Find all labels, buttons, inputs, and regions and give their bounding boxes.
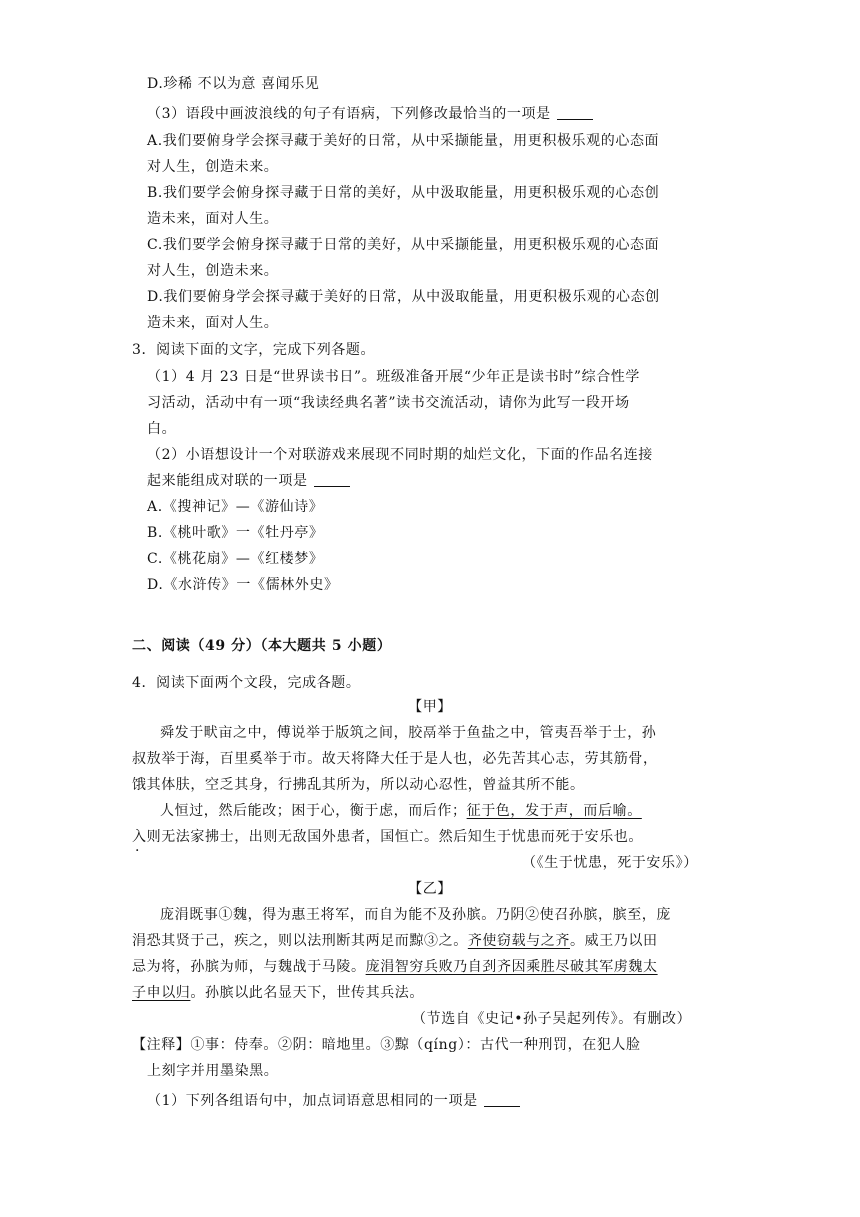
passage-yi-line1: 庞涓既事①魏，得为惠王将军，而自为能不及孙膑。乃阴②使召孙膑，膑至，庞 bbox=[160, 907, 671, 923]
q3-option-c: C.《桃花扇》—《红楼梦》 bbox=[147, 551, 324, 567]
q3-sub1-line3: 白。 bbox=[147, 421, 177, 437]
q4-stem: 4．阅读下面两个文段，完成各题。 bbox=[132, 675, 361, 691]
q2-sub3-option-d-line1: D.我们要俯身学会探寻藏于美好的日常，从中汲取能量，用更积极乐观的心态创 bbox=[147, 289, 660, 305]
passage-yi-line2: 涓恐其贤于己，疾之，则以法刑断其两足而黥③之。齐使窃载与之齐。威王乃以田 bbox=[132, 933, 658, 949]
passage-yi-line4: 子申以归。孙膑以此名显天下，世传其兵法。 bbox=[132, 985, 425, 1001]
passage-yi-title: 【乙】 bbox=[408, 881, 452, 897]
passage-jia-line2: 叔敖举于海，百里奚举于市。故天将降大任于是人也，必先苦其心志，劳其筋骨， bbox=[132, 751, 658, 767]
underlined-sentence: 齐使窃载与之齐 bbox=[467, 933, 571, 949]
q2-sub3-stem: （3）语段中画波浪线的句子有语病，下列修改最恰当的一项是 bbox=[147, 101, 593, 127]
answer-blank[interactable] bbox=[484, 1090, 520, 1107]
passage-jia-line5: 入则无法家拂士，出则无敌国外患者，国恒亡。然后知生于忧患而死于安乐也。 bbox=[132, 829, 644, 845]
q2-sub3-option-a-line2: 对人生，创造未来。 bbox=[147, 159, 279, 175]
passage-yi-line3: 忌为将，孙膑为师，与魏战于马陵。庞涓智穷兵败乃自刭齐因乘胜尽破其军虏魏太 bbox=[132, 959, 658, 975]
q3-sub1-line2: 习活动，活动中有一项“我读经典名著”读书交流活动，请你为此写一段开场 bbox=[147, 395, 630, 411]
q3-option-d: D.《水浒传》一《儒林外史》 bbox=[147, 577, 339, 593]
q2-sub3-option-a-line1: A.我们要俯身学会探寻藏于美好的日常，从中采撷能量，用更积极乐观的心态面 bbox=[147, 133, 660, 149]
underlined-sentence: 子申以归 bbox=[132, 985, 191, 1001]
passage-jia-source: （《生于忧患，死于安乐》） bbox=[522, 855, 698, 871]
passage-jia-title: 【甲】 bbox=[408, 699, 452, 715]
q2-sub3-option-b-line1: B.我们要学会俯身探寻藏于日常的美好，从中汲取能量，用更积极乐观的心态创 bbox=[147, 185, 660, 201]
section-heading: 二、阅读（49 分）（本大题共 5 小题） bbox=[132, 638, 392, 654]
passage-yi-source: （节选自《史记•孙子吴起列传》。有删改） bbox=[412, 1011, 692, 1027]
q3-stem: 3．阅读下面的文字，完成下列各题。 bbox=[132, 342, 376, 358]
answer-blank[interactable] bbox=[314, 470, 350, 487]
q2-option-d: D.珍稀 不以为意 喜闻乐见 bbox=[147, 76, 320, 92]
q3-option-b: B.《桃叶歌》一《牡丹亭》 bbox=[147, 525, 324, 541]
q4-sub1-stem: （1）下列各组语句中，加点词语意思相同的一项是 bbox=[147, 1088, 520, 1114]
q2-sub3-option-d-line2: 造未来，面对人生。 bbox=[147, 315, 279, 331]
underlined-sentence: 征于色，发于声，而后喻。 bbox=[466, 803, 642, 819]
passage-jia-line1: 舜发于畎亩之中，傅说举于版筑之间，胶鬲举于鱼盐之中，管夷吾举于士，孙 bbox=[160, 725, 657, 741]
note-line1: 【注释】①事：侍奉。②阴：暗地里。③黥（qíng）：古代一种刑罚，在犯人脸 bbox=[132, 1037, 641, 1053]
passage-jia-line4: 人恒过，然后能改；困于心，衡于虑，而后作；征于色，发于声，而后喻。 bbox=[160, 803, 642, 819]
q3-sub2-line2: 起来能组成对联的一项是 bbox=[147, 468, 350, 494]
answer-blank[interactable] bbox=[557, 103, 593, 120]
q2-sub3-option-c-line2: 对人生，创造未来。 bbox=[147, 263, 279, 279]
dotted-word: 入 bbox=[132, 829, 147, 845]
note-line2: 上刻字并用墨染黑。 bbox=[147, 1063, 279, 1079]
q2-sub3-option-c-line1: C.我们要学会俯身探寻藏于日常的美好，从中采撷能量，用更积极乐观的心态面 bbox=[147, 237, 660, 253]
underlined-sentence: 庞涓智穷兵败乃自刭齐因乘胜尽破其军虏魏太 bbox=[365, 959, 658, 975]
q2-sub3-option-b-line2: 造未来，面对人生。 bbox=[147, 211, 279, 227]
q3-option-a: A.《搜神记》—《游仙诗》 bbox=[147, 499, 324, 515]
q3-sub1-line1: （1）4 月 23 日是“世界读书日”。班级准备开展“少年正是读书时”综合性学 bbox=[147, 369, 641, 385]
q3-sub2-line1: （2）小语想设计一个对联游戏来展现不同时期的灿烂文化，下面的作品名连接 bbox=[147, 447, 653, 463]
passage-jia-line3: 饿其体肤，空乏其身，行拂乱其所为，所以动心忍性，曾益其所不能。 bbox=[132, 777, 585, 793]
